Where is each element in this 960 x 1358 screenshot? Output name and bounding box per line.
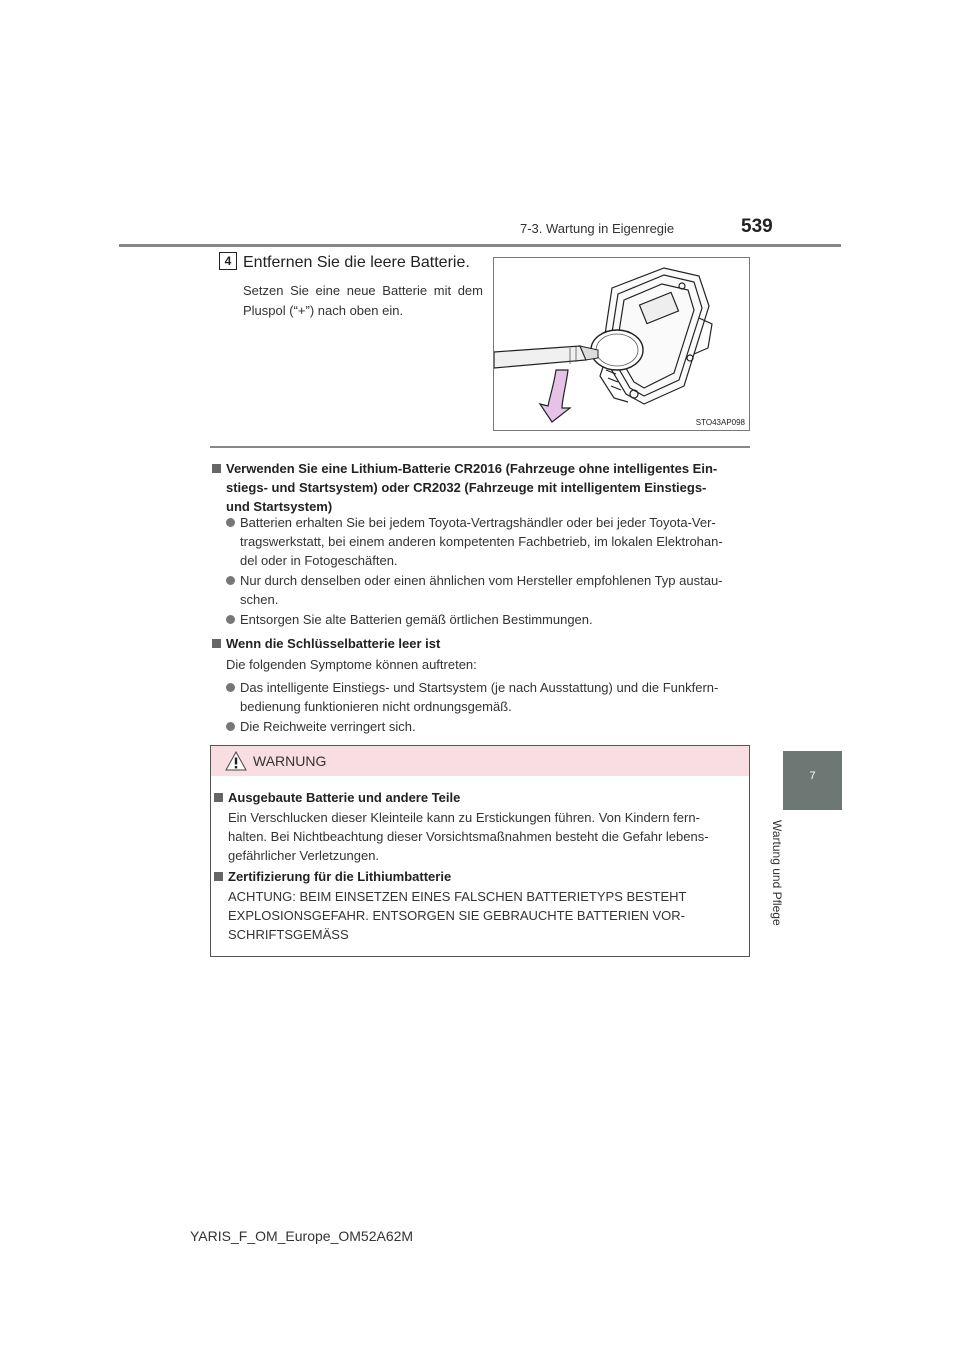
battery-removal-illustration bbox=[493, 257, 750, 431]
warning-line: ACHTUNG: BEIM EINSETZEN EINES FALSCHEN BATTERIETYPS BESTEHT bbox=[228, 889, 687, 904]
list-item-line: Nur durch denselben oder einen ähnlichen vom Hersteller empfohlenen Typ austau- bbox=[240, 573, 723, 588]
list-item-line: Entsorgen Sie alte Batterien gemäß örtlichen Bestimmungen. bbox=[240, 612, 593, 627]
warning-item-heading: Ausgebaute Batterie und andere Teile bbox=[228, 790, 461, 805]
warning-triangle-icon bbox=[225, 751, 247, 771]
warning-line: EXPLOSIONSGEFAHR. ENTSORGEN SIE GEBRAUCHTE BATTERIEN VOR- bbox=[228, 908, 686, 923]
document-id: YARIS_F_OM_Europe_OM52A62M bbox=[190, 1228, 414, 1244]
list-item bbox=[240, 610, 750, 629]
section-bullet-icon bbox=[214, 872, 223, 881]
header-rule bbox=[119, 244, 841, 247]
list-item-line: Batterien erhalten Sie bei jedem Toyota-Vertragshändler oder bei jeder Toyota-Ver- bbox=[240, 515, 716, 530]
section-bullet-icon bbox=[212, 464, 221, 473]
list-item-line: tragswerkstatt, bei einem anderen kompetenten Fachbetrieb, im lokalen Elektrohan- bbox=[240, 534, 723, 549]
dead-battery-intro: Die folgenden Symptome können auftreten: bbox=[226, 657, 477, 672]
key-fob-drawing bbox=[494, 258, 749, 430]
chapter-tab-number: 7 bbox=[809, 770, 816, 782]
section-title: 7-3. Wartung in Eigenregie bbox=[520, 221, 675, 236]
step-number-badge: 4 bbox=[219, 252, 237, 270]
section-bullet-icon bbox=[214, 793, 223, 802]
figure-label: STO43AP098 bbox=[695, 418, 745, 427]
bullet-dot-icon bbox=[226, 518, 235, 527]
list-item bbox=[240, 571, 750, 609]
warning-line: gefährlicher Verletzungen. bbox=[228, 848, 380, 863]
list-item-line: Das intelligente Einstiegs- und Startsystem (je nach Ausstattung) und die Funkfern- bbox=[240, 680, 719, 695]
warning-item-text bbox=[228, 808, 740, 865]
list-item-line: Die Reichweite verringert sich. bbox=[240, 719, 416, 734]
battery-type-heading-line: Verwenden Sie eine Lithium-Batterie CR2016 (Fahrzeuge ohne intelligentes Ein- bbox=[226, 461, 718, 476]
battery-type-heading-line: und Startsystem) bbox=[226, 499, 333, 514]
warning-line: SCHRIFTSGEMÄSS bbox=[228, 927, 349, 942]
warning-item-text bbox=[228, 887, 740, 944]
bullet-dot-icon bbox=[226, 683, 235, 692]
bullet-dot-icon bbox=[226, 615, 235, 624]
list-item-line: bedienung funktionieren nicht ordnungsgemäß. bbox=[240, 699, 512, 714]
list-item-line: del oder in Fotogeschäften. bbox=[240, 553, 398, 568]
list-item bbox=[240, 717, 750, 736]
warning-line: Ein Verschlucken dieser Kleinteile kann zu Erstickungen führen. Von Kindern fern- bbox=[228, 810, 700, 825]
section-bullet-icon bbox=[212, 639, 221, 648]
battery-type-heading bbox=[226, 459, 750, 516]
chapter-side-label-text: Wartung und Pflege bbox=[770, 820, 784, 926]
warning-title: WARNUNG bbox=[253, 753, 327, 769]
list-item bbox=[240, 513, 750, 570]
bullet-dot-icon bbox=[226, 722, 235, 731]
step-title: Entfernen Sie die leere Batterie. bbox=[243, 254, 470, 271]
chapter-side-label bbox=[760, 820, 820, 940]
step-description: Setzen Sie eine neue Batterie mit dem Pluspol (“+”) nach oben ein. bbox=[243, 283, 483, 318]
bullet-dot-icon bbox=[226, 576, 235, 585]
battery-type-heading-line: stiegs- und Startsystem) oder CR2032 (Fahrzeuge mit intelligentem Einstiegs- bbox=[226, 480, 707, 495]
warning-item-heading: Zertifizierung für die Lithiumbatterie bbox=[228, 869, 452, 884]
warning-line: halten. Bei Nichtbeachtung dieser Vorsichtsmaßnahmen besteht die Gefahr lebens- bbox=[228, 829, 709, 844]
list-item bbox=[240, 678, 750, 716]
list-item-line: schen. bbox=[240, 592, 279, 607]
page-number: 539 bbox=[741, 216, 773, 237]
dead-battery-heading: Wenn die Schlüsselbatterie leer ist bbox=[226, 636, 441, 651]
step-separator bbox=[210, 446, 750, 448]
